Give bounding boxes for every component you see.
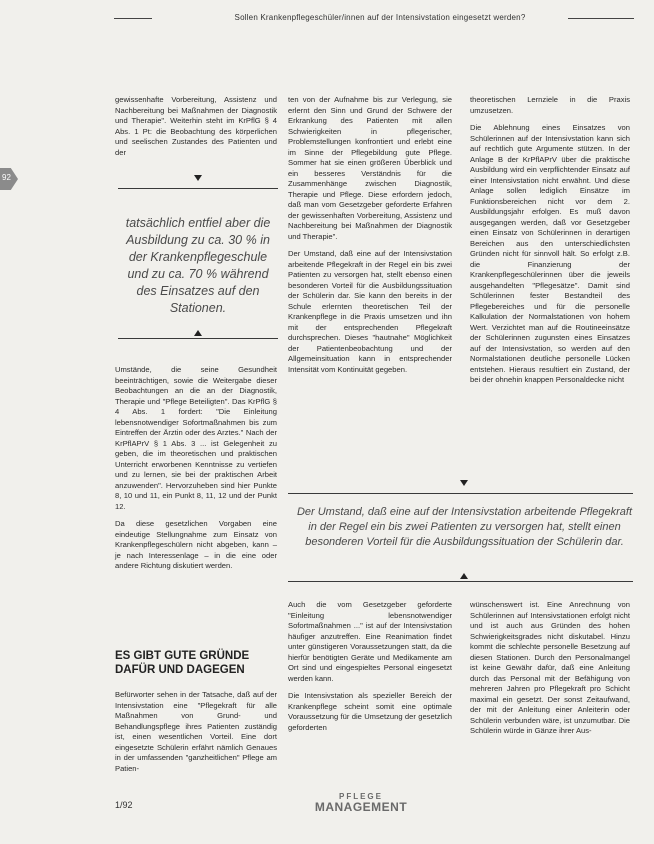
column-3-bottom	[470, 600, 630, 744]
divider-rule	[288, 581, 633, 582]
paragraph: Befürworter sehen in der Tatsache, daß auf der Intensivstation eine "Pflegekraft für alle Maßnahmen von Grund- und Behandlungspflege ihres Patienten zuständig ist, einen wesentlichen Vorteil. Eine dort eingesetzte Schülerin erfährt nämlich Genaues in der umfassenden "ganzheitlichen" Pflege am Patien-	[115, 690, 277, 773]
pull-quote: tatsächlich entfiel aber die Ausbildung zu ca. 30 % in der Krankenpflegeschule und zu ca. 70 % während des Einsatzes auf den Stationen.	[125, 216, 271, 315]
page-number: 1/92	[115, 800, 133, 810]
divider-rule	[288, 493, 633, 494]
paragraph: Der Umstand, daß eine auf der Intensivstation arbeitende Pflegekraft in der Regel ein bis zwei Patienten zu versorgen hat, stellt ebenso einen besonderen Vorteil für die Ausbildungssituation der Schülerin dar. Sie kann den bereits in der Schule erlernten theoretischen Teil der Krankenpflege in die Praxis umsetzen und ihn mit der entsprechenden Pflegekraft durchsprechen. Dieses "hautnahe" Möglichkeit der Patientenbeobachtung und der Allgemeinsituation kann in entsprechender Intensität vom Kontinuität gegeben.	[288, 249, 452, 374]
divider-marker	[460, 480, 468, 486]
column-1-top	[115, 95, 277, 165]
logo-top-line: PFLEGE	[338, 792, 383, 801]
paragraph: Umstände, die seine Gesundheit beeinträchtigen, sowie die Weitergabe dieser Beobachtungen an die an der Diagnostik, Therapie und "Pflege Beteiligten". Das KrPflG § 4 Abs. 1 fordert: "Die Einleitung lebensnotwendiger Sofortmaßnahmen bis zum Eintreffen der Ärztin oder des Arztes." Nach der KrPflAPrV § 1 Abs. 3 ... ist Gelegenheit zu geben, die im theoretischen und praktischen Unterricht erworbenen Kenntnisse zu vertiefen und zu lernen, sie bei der praktischen Arbeit anzuwenden". Hervorzuheben sind hier Punkte 8, 10 und 11, ein Punkt 8, 11, 12 und der Punkt 12.	[115, 365, 277, 511]
divider-marker	[460, 573, 468, 579]
header-rule-right	[568, 18, 634, 19]
header-rule-left	[114, 18, 152, 19]
magazine-logo	[296, 793, 426, 813]
paragraph: ten von der Aufnahme bis zur Verlegung, sie erlernt den Sinn und Grund der Schwere der Erkrankung des Patienten mit allen Schwierigkeiten in pflegerischer, Problemstellungen konfrontiert und erlebt eine im Sinne der Pflegebildung gute Pflege. Sommer hat sie einen größeren Überblick und ein besseres Verständnis für die Zusammenhänge zwischen Diagnostik, Therapie und Pflege. Diese erfordern jedoch, daß man vom Gesetzgeber geforderte Erfahren der gewissenhaften Vorbereitung, Assistenz und Nachbereitung bei Maßnahmen der Diagnostik und Therapie".	[288, 95, 452, 241]
paragraph: theoretischen Lernziele in die Praxis umzusetzen.	[470, 95, 630, 115]
divider-marker	[194, 175, 202, 181]
column-2-top	[288, 95, 452, 382]
column-1-bottom	[115, 690, 277, 781]
paragraph: Da diese gesetzlichen Vorgaben eine eindeutige Stellungnahme zum Einsatz von Krankenpflegeschülern nicht abgeben, kann – je nach Interessenlage – in die eine oder andere Richtung diskutiert werden.	[115, 519, 277, 570]
column-2-bottom	[288, 600, 452, 740]
column-1-middle	[115, 365, 277, 579]
paragraph: Die Ablehnung eines Einsatzes von Schülerinnen auf der Intensivstation kann sich auf rechtlich gute Argumente stützen. In der Anlage B der KrPflAPrV über die praktische Ausbildung wird ein verpflichtender Einsatz auf einer Intensivstation nicht erwähnt. Und diese Anlage sollen lediglich Einsätze im Funktionsbereichen nicht vor dem 2. Ausbildungsjahr erfolgen. Es muß davon ausgegangen werden, daß vor Gesetzgeber einen Einsatz von Schülerinnen in derartigen Bereichen aus den unterschiedlichsten Gründen nicht für sinnvoll hält. So erfolgt z.B. die Finanzierung der Krankenpflegeschülerinnen über die jeweils ausgehandelten "Pflegesätze". Damit sind Schülerinnen fester Bestandteil des Pflegebereiches und für die personelle Kalkulation der Normalstationen von hohem Wert. Verzichtet man auf die Routineeinsätze der Schülerinnen zugunsten eines Einsatzes auf der Intensivstation, so werden auf den Normalstationen deutliche personelle Lücken entstehen. Hieraus resultiert ein Zustand, der bei der ohnehin knappen Personaldecke nicht	[470, 123, 630, 384]
section-heading: ES GIBT GUTE GRÜNDE DAFÜR UND DAGEGEN	[115, 650, 250, 676]
divider-marker	[194, 330, 202, 336]
logo-bottom-line: MANAGEMENT	[314, 800, 408, 814]
divider-rule	[118, 338, 278, 339]
paragraph: gewissenhafte Vorbereitung, Assistenz und Nachbereitung bei Maßnahmen der Diagnostik und Therapie". Weiterhin steht im KrPflG § 4 Abs. 1 Pt: die Beobachtung des körperlichen und seelischen Zustandes des Patienten und der	[115, 95, 277, 157]
side-tab-number: 92	[2, 173, 11, 182]
paragraph: Auch die vom Gesetzgeber geforderte "Einleitung lebensnotwendiger Sofortmaßnahmen ..." ist auf der Intensivstation häufiger anzutreffen. Eine Reanimation findet unter günstigeren Voraussetzungen statt, da die hierfür benötigten Geräte und Medikamente am Ort sind und eingespieltes Personal eingesetzt werden kann.	[288, 600, 452, 683]
divider-rule	[118, 188, 278, 189]
paragraph: wünschenswert ist. Eine Anrechnung von Schülerinnen auf Intensivstationen erfolgt nicht und ist auch aus Gründen des hohen Schwierigkeitsgrades nicht diskutabel. Hinzu kommt die schlechte personelle Besetzung auf diesen Stationen. Durch den Personalmangel ist keine Gewähr dafür, daß eine Anleitung durch das Personal mit der Befähigung von mehreren Jahren pro Pflegekraft pro Schicht maximal ein gesetzt. Der sonst Zeitaufwand, der mit der Anleitung einer Anleiterin oder Schülerin verbunden wäre, ist unzumutbar. Die Schülerin würde in Gänze ihrer Aus-	[470, 600, 630, 735]
pull-quote-wide: Der Umstand, daß eine auf der Intensivstation arbeitende Pflegekraft in der Regel ein bis zwei Patienten zu versorgen hat, stellt einen besonderen Vorteil für die Ausbildungssituation der Schülerin dar.	[296, 506, 633, 548]
paragraph: Die Intensivstation als spezieller Bereich der Krankenpflege scheint somit eine optimale Voraussetzung für die Umsetzung der gesetzlich geforderten	[288, 691, 452, 732]
column-3-top	[470, 95, 630, 393]
running-head: Sollen Krankenpflegeschüler/innen auf der Intensivstation eingesetzt werden?	[234, 13, 526, 22]
